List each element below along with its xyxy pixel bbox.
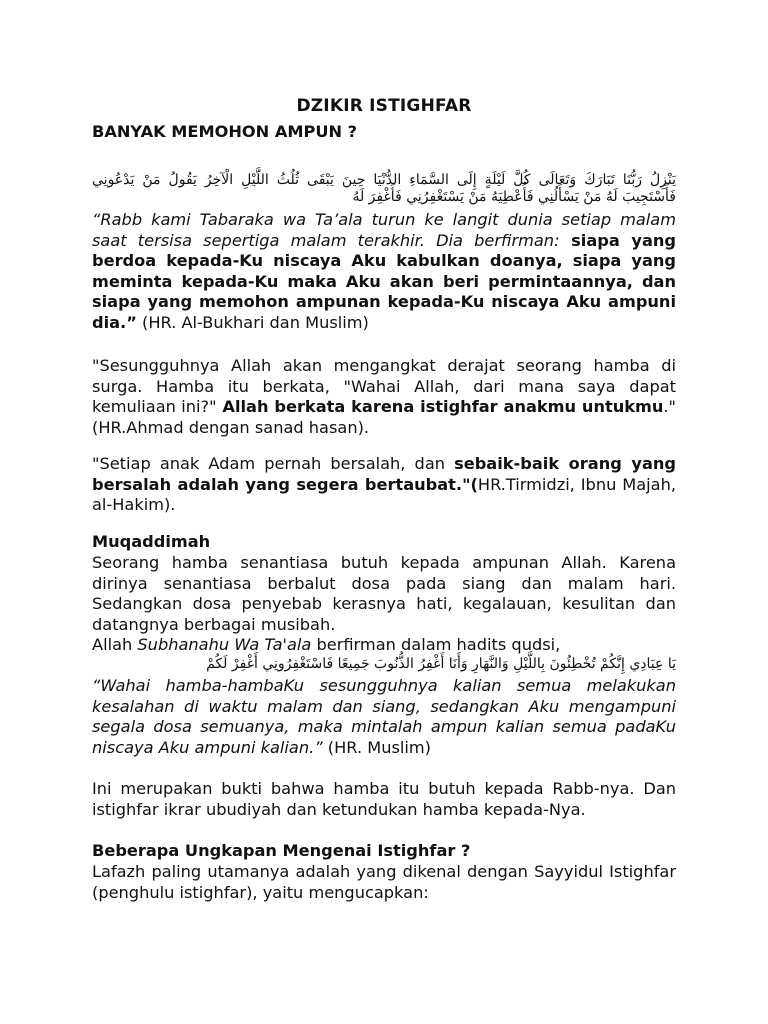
- derajat-text: "Sesungguhnya Allah akan mengangkat derajat seorang hamba di surga. Hamba itu berkata, "Wahai Allah, dari mana saya dapat kemuliaan ini?": [92, 356, 676, 417]
- arabic-hadith-1: يَنْزِلُ رَبُّنَا تَبَارَكَ وَتَعَالَى كُلَّ لَيْلَةٍ إِلَى السَّمَاءِ الدُّنْيَا حِينَ يَبْقَى ثُلُثُ اللَّيْلِ الْآخِرُ يَقُولُ مَنْ يَدْعُونِي فَأَسْتَجِيبَ لَهُ مَنْ يَسْأَلُنِي فَأُعْطِيَهُ مَنْ يَسْتَغْفِرُنِي فَأَغْفِرَ لَهُ: [92, 172, 676, 205]
- hadith-bold-text: siapa yang berdoa kepada-Ku niscaya Aku kabulkan doanya, siapa yang meminta kepada-Ku maka Aku akan beri permintaannya, dan siapa yang memohon ampunan kepada-Ku niscaya Aku ampuni dia.”: [92, 230, 676, 332]
- derajat-bold-text: Allah berkata karena istighfar anakmu untukmu: [216, 397, 664, 417]
- hadith-italic-text: “Rabb kami Tabaraka wa Ta’ala turun ke langit dunia setiap malam saat tersisa sepertiga malam terakhir. Dia berfirman:: [92, 210, 676, 250]
- qudsi-intro-a: Allah: [92, 635, 138, 654]
- qudsi-intro-italic: Subhanahu Wa Ta'ala: [137, 635, 312, 654]
- anak-adam-source: HR.Tirmidzi, Ibnu Majah, al-Hakim).: [92, 474, 676, 515]
- arabic-hadith-2: يَا عِبَادِي إِنَّكُمْ تُخْطِئُونَ بِاللَّيْلِ وَالنَّهَارِ وَأَنَا أَغْفِرُ الذُّنُوبَ جَمِيعًا فَاسْتَغْفِرُونِي أَغْفِرْ لَكُمْ: [206, 656, 676, 672]
- hadith-source: (HR. Al-Bukhari dan Muslim): [136, 312, 369, 332]
- qudsi-italic-text: “Wahai hamba-hambaKu sesungguhnya kalian semua melakukan kesalahan di waktu malam dan siang, sedangkan Aku mengampuni segala dosa semuanya, maka mintalah ampun kalian semua padaKu niscaya Aku ampuni kalian.”: [92, 676, 676, 757]
- document-title: DZIKIR ISTIGHFAR: [296, 96, 472, 116]
- section-heading-banyak-memohon: BANYAK MEMOHON AMPUN ?: [92, 122, 358, 141]
- document-page: [92, 0, 676, 1024]
- paragraph-anak-adam: [92, 454, 676, 516]
- section-heading-ungkapan: Beberapa Ungkapan Mengenai Istighfar ?: [92, 841, 471, 860]
- qudsi-source: (HR. Muslim): [322, 737, 431, 757]
- paragraph-hadith-translation: [92, 210, 676, 334]
- paragraph-derajat: [92, 356, 676, 438]
- paragraph-bukti: Ini merupakan bukti bahwa hamba itu butuh kepada Rabb-nya. Dan istighfar ikrar ubudiyah dan ketundukan hamba kepada-Nya.: [92, 779, 676, 819]
- derajat-source: ." (HR.Ahmad dengan sanad hasan).: [92, 397, 676, 437]
- qudsi-intro-b: berfirman dalam hadits qudsi,: [311, 635, 561, 654]
- anak-adam-bold-text: sebaik-baik orang yang bersalah adalah yang segera bertaubat."(: [92, 454, 676, 494]
- anak-adam-text: "Setiap anak Adam pernah bersalah, dan: [92, 454, 455, 473]
- paragraph-muqaddimah: Seorang hamba senantiasa butuh kepada ampunan Allah. Karena dirinya senantiasa berbalut dosa pada siang dan malam hari. Sedangkan dosa penyebab kerasnya hati, kegalauan, kesulitan dan datangnya berbagai musibah.: [92, 553, 676, 634]
- paragraph-hadits-qudsi-intro: [92, 635, 676, 656]
- paragraph-sayyidul-istighfar: Lafazh paling utamanya adalah yang dikenal dengan Sayyidul Istighfar (penghulu istighfar), yaitu mengucapkan:: [92, 862, 676, 902]
- section-heading-muqaddimah: Muqaddimah: [92, 532, 211, 551]
- paragraph-qudsi-translation: [92, 676, 676, 758]
